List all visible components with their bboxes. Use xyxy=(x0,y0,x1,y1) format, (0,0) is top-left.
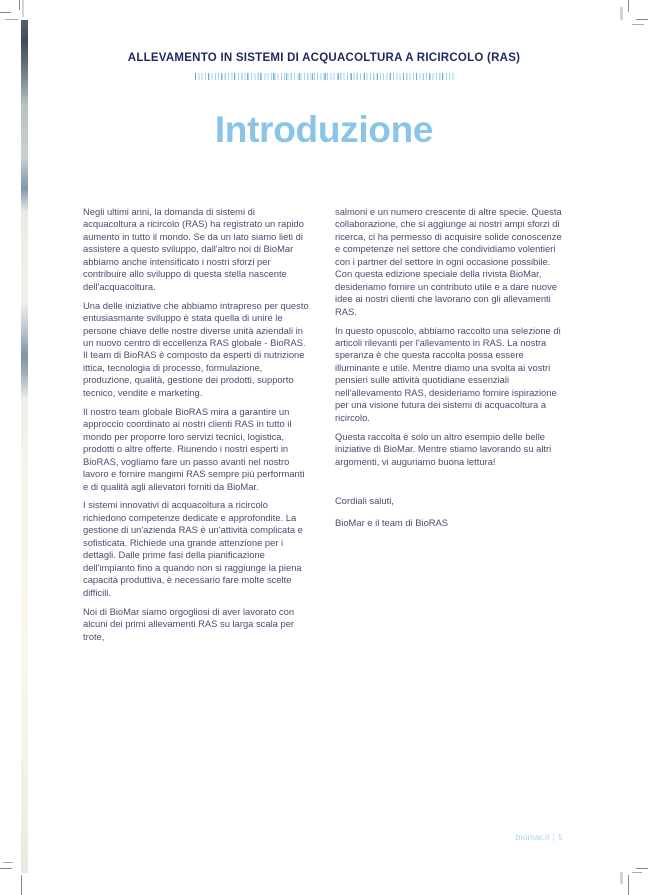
right-column-paragraphs xyxy=(335,206,563,468)
crop-mark-bottom-left-h xyxy=(0,868,12,869)
crop-mark-top-right-h xyxy=(636,19,648,20)
paragraph: Il nostro team globale BioRAS mira a garantire un approccio coordinato ai nostri clienti RAS in tutto il mondo per proporre loro servizi tecnici, logistica, prodotti o altre offerte. Riunendo i nostri esperti in BioRAS, vogliamo fare un passo avanti nel nostro lavoro e fornire mangimi RAS sempre più performanti e di qualità agli allevatori forniti da BioMar. xyxy=(83,405,305,492)
article-body xyxy=(83,206,563,649)
footer-page-number: 5 xyxy=(558,832,563,842)
crop-mark-top-left-h2 xyxy=(5,19,18,20)
crop-mark-top-right-v2 xyxy=(620,7,623,20)
crop-mark-bottom-right-v2 xyxy=(620,872,623,884)
paragraph: Noi di BioMar siamo orgogliosi di aver lavorato con alcuni dei primi allevamenti RAS su larga scala per trote, xyxy=(83,605,295,642)
page-footer xyxy=(83,832,563,842)
crop-mark-top-left-v xyxy=(19,0,20,10)
right-column xyxy=(335,206,563,649)
signoff-salutation: Cordiali saluti, xyxy=(335,495,394,507)
paragraph: I sistemi innovativi di acquacoltura a ricircolo richiedono competenze dedicate e approfondite. La gestione di un'azienda RAS è un'attività complicata e sofisticata. Richiede una grande attenzione per i dettagli. Dalle prime fasi della pianificazione dell'impianto fino a quando non si raggiunge la piena capacità produttiva, è necessario fare molte scelte difficili. xyxy=(83,499,303,598)
footer-separator: | xyxy=(552,832,556,842)
crop-mark-bottom-right-h2 xyxy=(632,872,642,873)
crop-mark-top-right-v xyxy=(628,0,629,12)
page-title: Introduzione xyxy=(214,109,434,150)
paragraph: Questa raccolta è solo un altro esempio delle belle iniziative di BioMar. Mentre stiamo lavorando su altri argomenti, vi auguriamo buona lettura! xyxy=(335,430,552,467)
paragraph: In questo opuscolo, abbiamo raccolto una selezione di articoli rilevanti per l'allevamento in RAS. La nostra speranza è che questa raccolta possa essere illuminante e utile. Mentre diamo una svolta ai vostri pensieri sulle attività quotidiane essenziali nell'allevamento RAS, desideriamo fornire ispirazione per una visione futura dei sistemi di acquacoltura a ricircolo. xyxy=(335,324,561,423)
footer-site-url: biomar.it xyxy=(515,832,550,842)
crop-mark-bottom-left-v xyxy=(21,875,22,895)
crop-mark-bottom-right-h xyxy=(636,868,648,869)
paragraph: salmoni e un numero crescente di altre specie. Questa collaborazione, che si aggiunge ai nostri ampi sforzi di ricerca, ci ha permesso di acquisire solide conoscenze e competenze nel settore che condividiamo volentieri con i partner del settore in ogni occasione possibile. Con questa edizione speciale della rivista BioMar, desideriamo fornire un contributo utile e a dare nuove idee ai nostri clienti che lavorano con gli allevamenti RAS. xyxy=(335,206,562,317)
signoff-team: BioMar e il team di BioRAS xyxy=(335,516,449,528)
kicker-headline: ALLEVAMENTO IN SISTEMI DI ACQUACOLTURA A RICIRCOLO (RAS) xyxy=(127,52,521,64)
crop-mark-bottom-right-v xyxy=(628,875,629,895)
crop-mark-top-left-h xyxy=(0,12,11,13)
paragraph: Una delle iniziative che abbiamo intrapreso per questo entusiasmante sviluppo è stata quella di unire le persone chiave delle nostre diverse unità aziendali in un nuovo centro di eccellenza RAS globale - BioRAS. Il team di BioRAS è composto da esperti di nutrizione ittica, tecnologia di processo, formulazione, produzione, qualità, gestione dei prodotti, supporto tecnico, vendite e marketing. xyxy=(83,299,309,398)
tick-divider xyxy=(195,73,455,80)
crop-mark-bottom-left-h2 xyxy=(3,862,13,863)
paragraph: Negli ultimi anni, la domanda di sistemi di acquacoltura a ricircolo (RAS) ha registrato un rapido aumento in tutto il mondo. Se da un lato siamo lieti di assistere a questo sviluppo, dall'altro noi di BioMar abbiamo anche intensificato i nostri sforzi per contribuire allo sviluppo di questa stella nascente dell'acquacoltura. xyxy=(83,206,304,292)
crop-mark-top-left-v2 xyxy=(22,0,24,17)
crop-mark-top-right-h2 xyxy=(632,24,644,25)
left-column xyxy=(83,206,311,649)
